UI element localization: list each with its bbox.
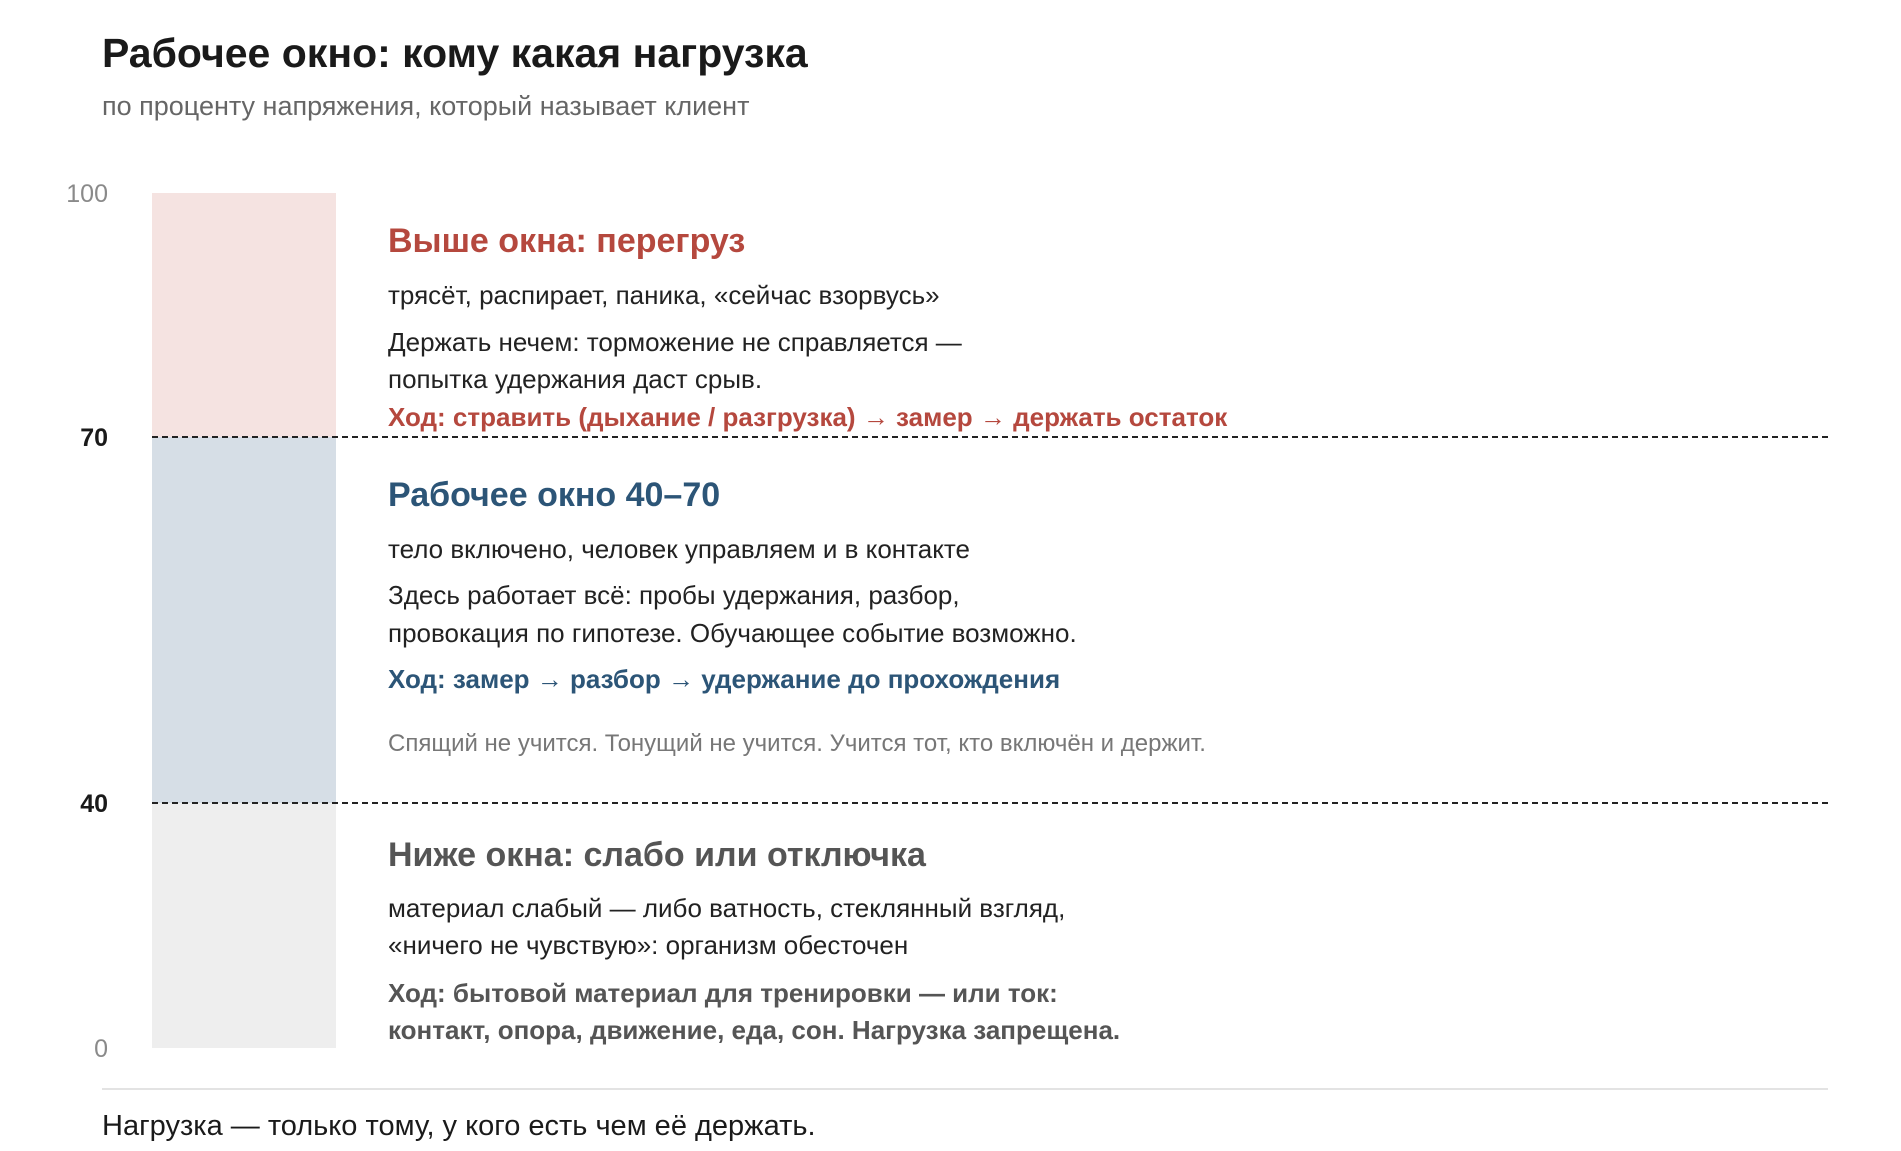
tick-0: 0	[94, 1035, 108, 1063]
footer-text: Нагрузка — только тому, у кого есть чем её держать.	[102, 1110, 816, 1142]
zone-window-move: Ход: замер → разбор → удержание до прохождения	[388, 664, 1061, 694]
zone-window-note: Спящий не учится. Тонущий не учится. Учится тот, кто включён и держит.	[388, 730, 1206, 757]
zone-above-move: Ход: стравить (дыхание / разгрузка) → замер → держать остаток	[388, 402, 1228, 432]
zone-below-title: Ниже окна: слабо или отключка	[388, 836, 926, 874]
zone-below-descr-line: материал слабый — либо ватность, стеклянный взгляд,	[388, 893, 1066, 923]
zone-above-body-line: попытка удержания даст срыв.	[388, 364, 763, 394]
band-working-window	[152, 437, 336, 803]
page-subtitle: по проценту напряжения, который называет клиент	[102, 91, 750, 121]
threshold-line-40	[152, 802, 1828, 804]
threshold-line-70	[152, 436, 1828, 438]
page-title: Рабочее окно: кому какая нагрузка	[102, 30, 808, 76]
zone-window-descr: тело включено, человек управляем и в контакте	[388, 534, 970, 564]
zone-above-descr: трясёт, распирает, паника, «сейчас взорвусь»	[388, 280, 940, 310]
zone-window-body-line: Здесь работает всё: пробы удержания, разбор,	[388, 580, 960, 610]
zone-above-title: Выше окна: перегруз	[388, 222, 746, 260]
footer-divider	[102, 1088, 1828, 1090]
zone-window-body-line: провокация по гипотезе. Обучающее событие возможно.	[388, 618, 1077, 648]
zone-window-title: Рабочее окно 40–70	[388, 476, 721, 514]
zone-below-move-line: Ход: бытовой материал для тренировки — или ток:	[388, 978, 1058, 1008]
zone-above-body-line: Держать нечем: торможение не справляется —	[388, 327, 962, 357]
tick-70: 70	[80, 424, 108, 452]
band-above-window	[152, 193, 336, 437]
zone-below-descr-line: «ничего не чувствую»: организм обесточен	[388, 930, 909, 960]
tick-40: 40	[80, 790, 108, 818]
band-below-window	[152, 803, 336, 1048]
tick-100: 100	[66, 180, 108, 208]
zone-below-move-line: контакт, опора, движение, еда, сон. Нагрузка запрещена.	[388, 1015, 1121, 1045]
